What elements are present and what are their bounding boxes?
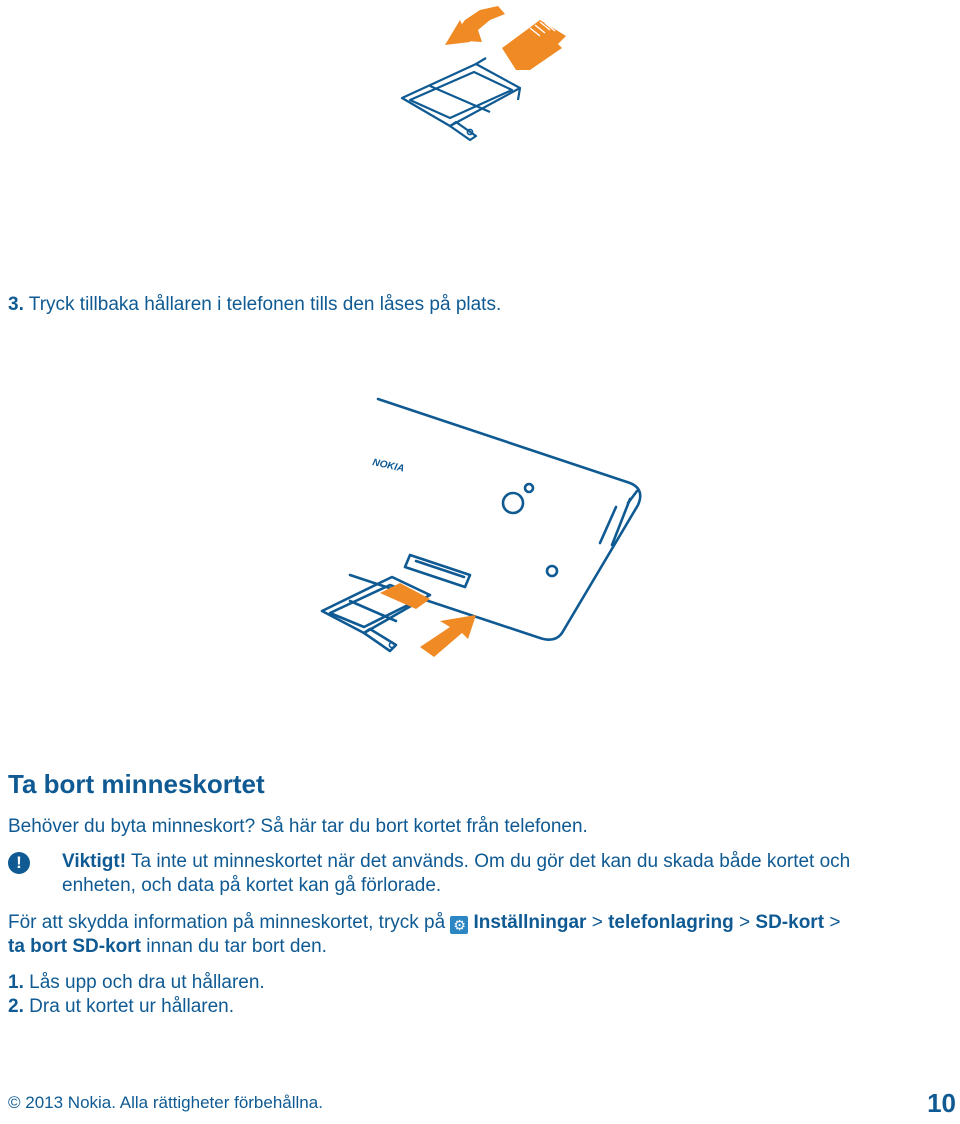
sd-label: SD-kort xyxy=(755,912,825,933)
separator: > xyxy=(591,912,603,933)
step-text: Dra ut kortet ur hållaren. xyxy=(29,996,235,1017)
separator: > xyxy=(829,912,841,933)
page-number: 10 xyxy=(927,1088,956,1118)
storage-label: telefonlagring xyxy=(608,912,734,933)
warning-icon: ! xyxy=(8,852,30,874)
important-text-line1: Ta inte ut minneskortet när det används. Om du gör det kan du skada både kortet och xyxy=(130,851,851,872)
illustration-phone-insert xyxy=(300,395,660,670)
info-text-line1: För att skydda information på minneskortet, tryck på xyxy=(8,912,446,933)
illustration-card-tray xyxy=(390,0,580,145)
step-text: Lås upp och dra ut hållaren. xyxy=(29,972,265,993)
list-item xyxy=(8,971,948,995)
intro-text: Behöver du byta minneskort? Så här tar du bort kortet från telefonen. xyxy=(8,816,588,837)
separator: > xyxy=(739,912,751,933)
remove-label: ta bort SD-kort xyxy=(8,936,141,957)
info-text-line2: innan du tar bort den. xyxy=(146,936,327,957)
important-text-line2: enheten, och data på kortet kan gå förlorade. xyxy=(62,875,442,896)
gear-icon: ⚙ xyxy=(450,916,468,934)
list-item xyxy=(8,995,948,1019)
important-note xyxy=(62,850,958,898)
important-label: Viktigt! xyxy=(62,851,127,872)
settings-label: Inställningar xyxy=(473,912,587,933)
step-text: Tryck tillbaka hållaren i telefonen tills den låses på plats. xyxy=(28,294,502,315)
brand-logo: NOKIA xyxy=(371,457,406,475)
step-number: 3. xyxy=(8,294,24,315)
step-3 xyxy=(8,293,948,317)
step-number: 2. xyxy=(8,996,24,1017)
section-heading: Ta bort minneskortet xyxy=(8,769,265,799)
info-paragraph xyxy=(8,911,958,959)
footer-copyright: © 2013 Nokia. Alla rättigheter förbehållna. xyxy=(8,1093,323,1112)
steps-list xyxy=(8,971,948,1019)
step-number: 1. xyxy=(8,972,24,993)
